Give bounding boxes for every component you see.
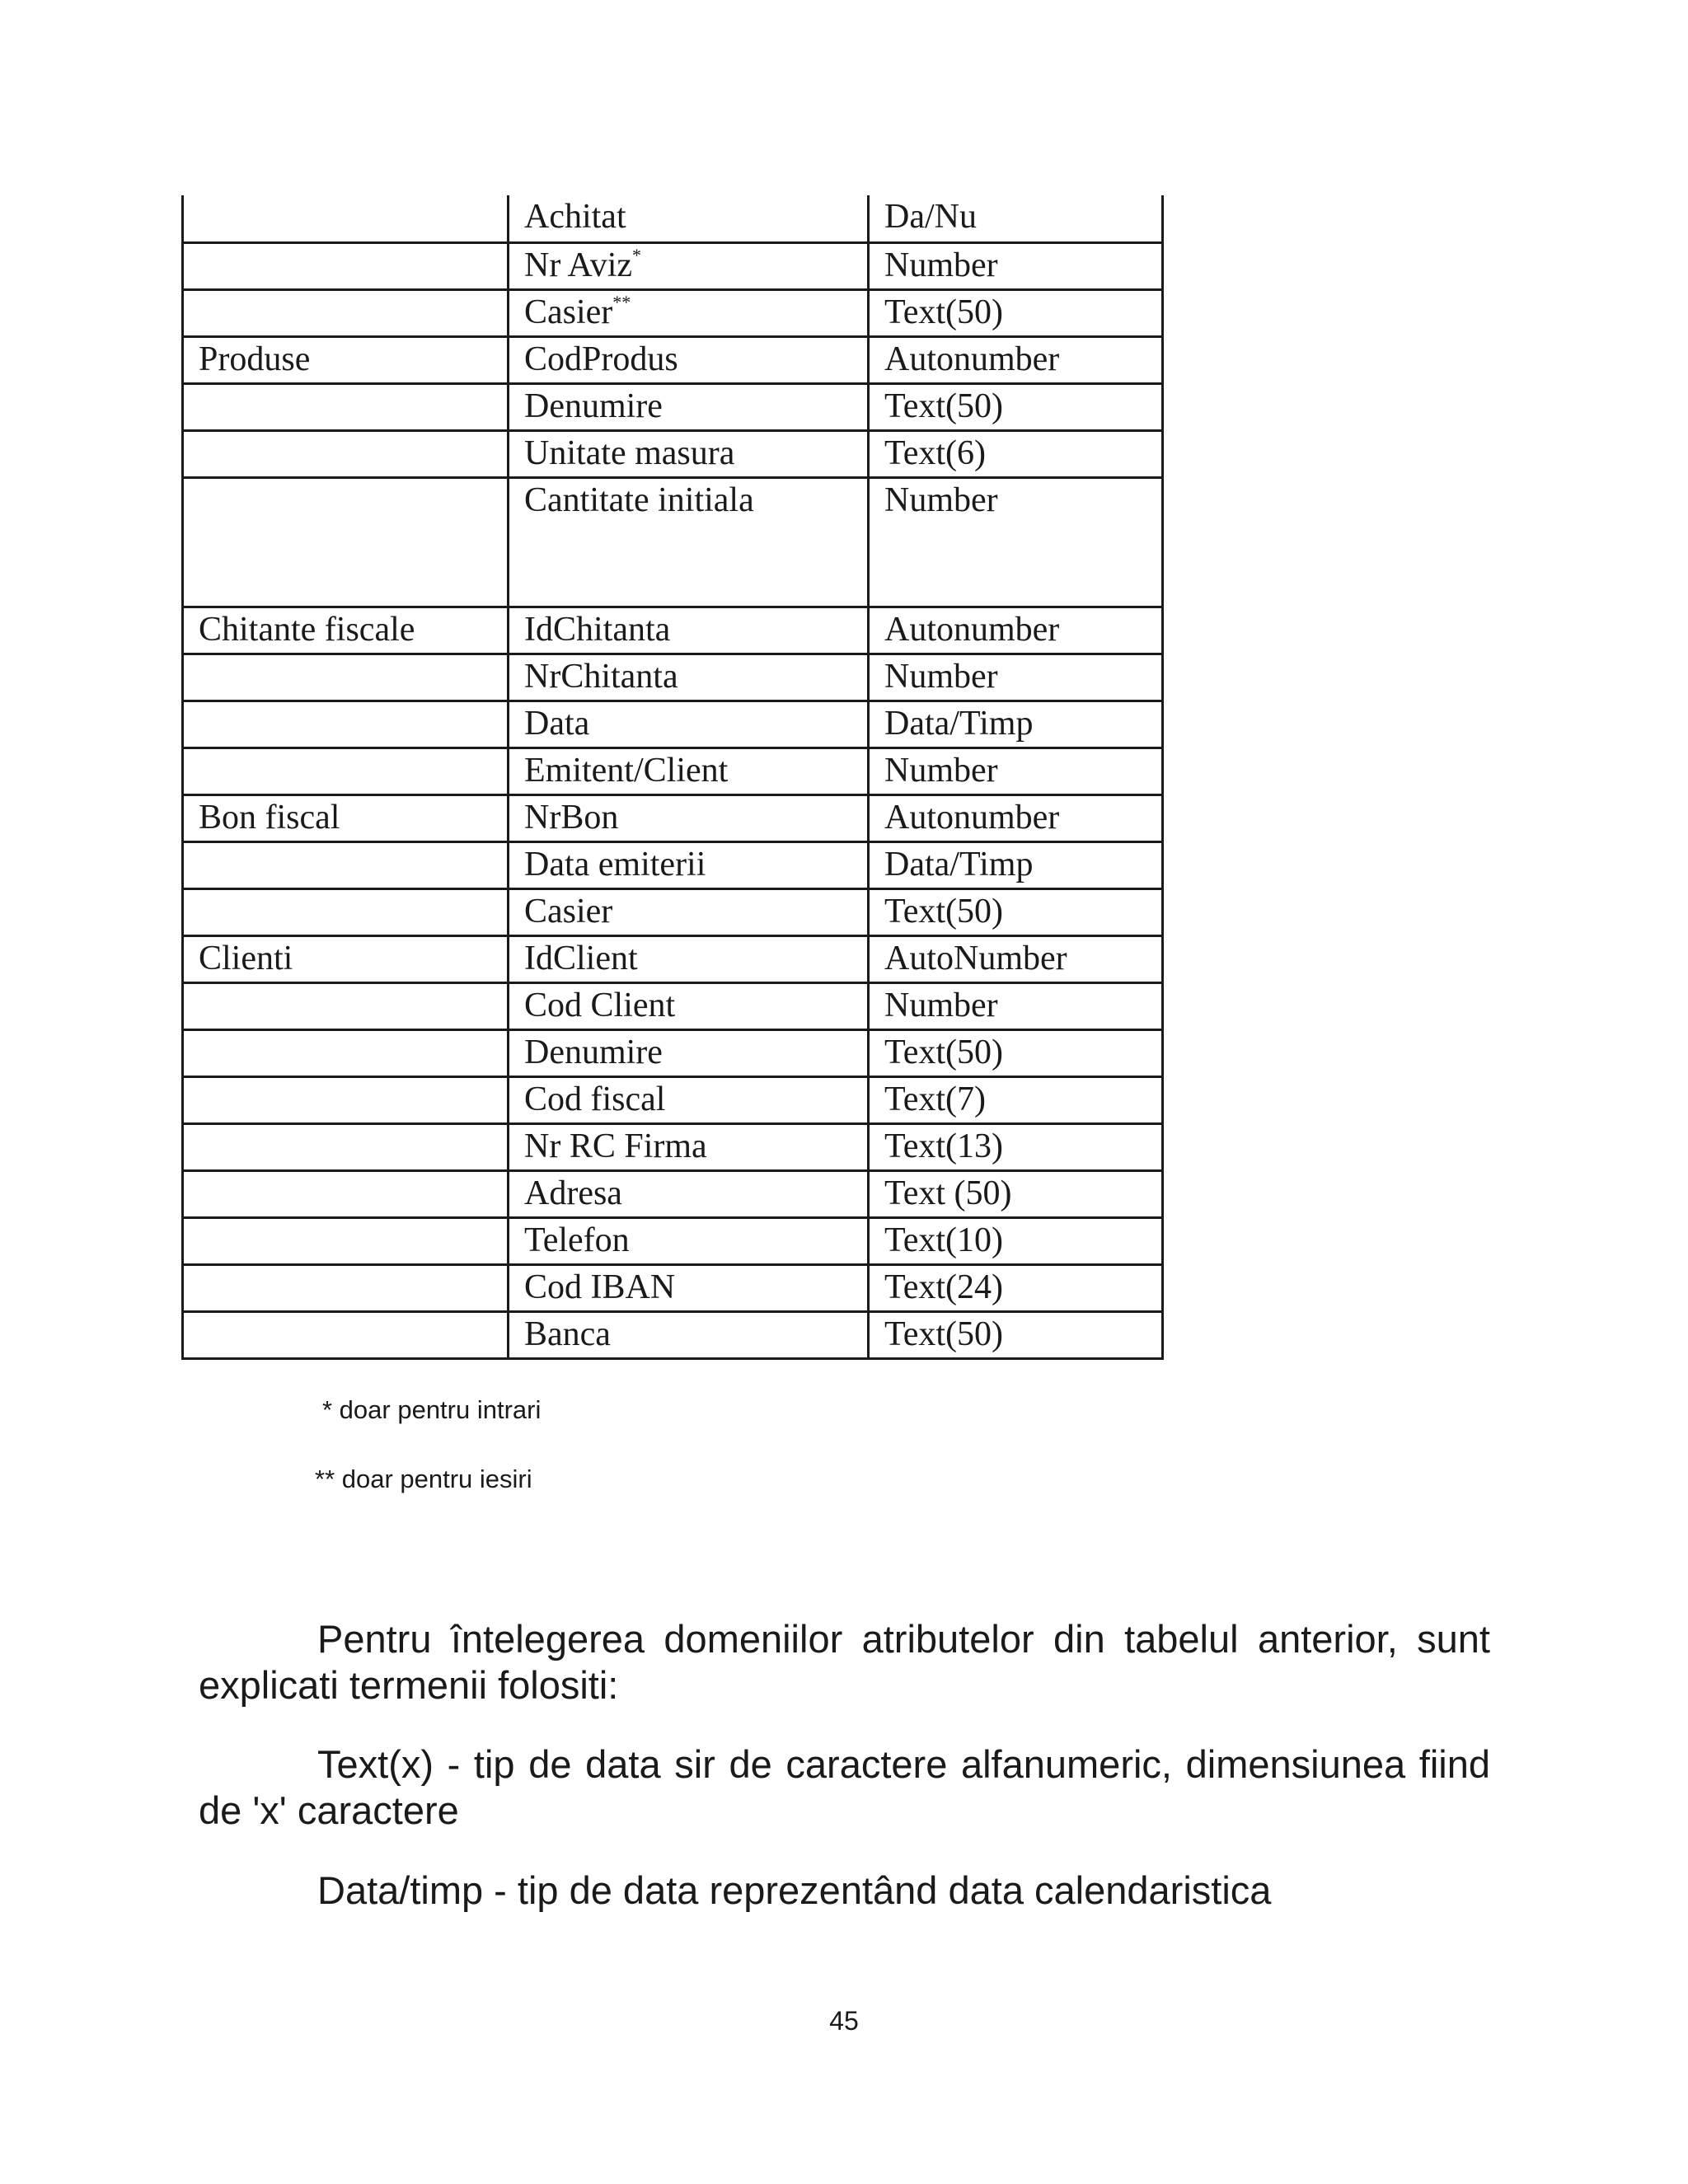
type-cell: Text(50) [869,888,1163,935]
type-cell: Da/Nu [869,195,1163,242]
entity-cell [183,430,509,477]
entity-cell [183,1029,509,1076]
table-row [183,654,1163,701]
attribute-name: Nr Aviz [524,246,633,284]
table-row [183,607,1163,654]
attribute-cell [509,935,869,982]
attribute-cell [509,336,869,383]
table-row [183,1217,1163,1264]
attribute-name: Cod fiscal [524,1080,666,1118]
datetime-type-paragraph: Data/timp - tip de data reprezentând data calendaristica [317,1868,1272,1912]
entity-cell [183,701,509,748]
entity-cell [183,383,509,430]
attribute-cell [509,1123,869,1170]
attribute-cell [509,242,869,289]
type-cell: Text (50) [869,1170,1163,1217]
page-number: 45 [829,2006,859,2036]
attribute-name: Cod IBAN [524,1268,676,1306]
table-row [183,701,1163,748]
attribute-cell [509,289,869,336]
attribute-name: Banca [524,1315,611,1353]
type-cell: AutoNumber [869,935,1163,982]
entity-cell [183,289,509,336]
table-row [183,289,1163,336]
attribute-cell [509,701,869,748]
type-cell: Text(7) [869,1076,1163,1123]
entity-cell [183,654,509,701]
type-cell: Autonumber [869,607,1163,654]
table-row [183,195,1163,242]
attribute-name: Nr RC Firma [524,1127,707,1165]
type-cell: Number [869,242,1163,289]
attribute-name: IdClient [524,939,638,977]
attribute-cell [509,383,869,430]
intro-paragraph: Pentru întelegerea domeniilor atributelor din tabelul anterior, sunt explicati termenii folositi: [199,1617,1490,1707]
attribute-cell [509,1029,869,1076]
type-cell: Text(24) [869,1264,1163,1311]
attribute-cell [509,841,869,888]
attribute-cell [509,748,869,794]
attribute-cell [509,654,869,701]
entity-cell [183,1311,509,1358]
entity-cell [183,242,509,289]
table-row [183,1264,1163,1311]
table-row [183,477,1163,607]
attribute-cell [509,1170,869,1217]
attribute-name: Denumire [524,1033,663,1071]
table-row [183,841,1163,888]
attribute-name: CodProdus [524,340,678,378]
type-cell: Text(10) [869,1217,1163,1264]
attribute-name: Denumire [524,387,663,425]
table-row [183,982,1163,1029]
entity-cell: Chitante fiscale [183,607,509,654]
entity-cell [183,1170,509,1217]
table-row [183,1123,1163,1170]
table-row [183,794,1163,841]
attribute-name: Casier [524,892,613,930]
table-row [183,748,1163,794]
table-row [183,242,1163,289]
attribute-cell [509,477,869,607]
attribute-name: Data emiterii [524,845,706,883]
table-row [183,888,1163,935]
type-cell: Text(50) [869,289,1163,336]
type-cell: Number [869,654,1163,701]
table-row [183,383,1163,430]
attribute-name: Telefon [524,1221,630,1259]
attribute-name: Data [524,704,590,743]
entity-cell [183,477,509,607]
table-row [183,1170,1163,1217]
attribute-cell [509,1311,869,1358]
text-type-paragraph: Text(x) - tip de data sir de caractere alfanumeric, dimensiunea fiind de 'x' caractere [199,1742,1490,1832]
attribute-cell [509,794,869,841]
entity-cell: Bon fiscal [183,794,509,841]
attribute-cell [509,982,869,1029]
entity-cell: Clienti [183,935,509,982]
entity-cell: Produse [183,336,509,383]
type-cell: Number [869,477,1163,607]
attribute-cell [509,607,869,654]
type-cell: Text(6) [869,430,1163,477]
attribute-name: NrBon [524,798,619,837]
entity-cell [183,1264,509,1311]
attribute-cell [509,195,869,242]
footnote-intrari: * doar pentru intrari [322,1395,542,1424]
type-cell: Text(50) [869,1311,1163,1358]
attribute-name: IdChitanta [524,610,671,649]
entity-cell [183,841,509,888]
type-cell: Text(13) [869,1123,1163,1170]
type-cell: Autonumber [869,336,1163,383]
attribute-cell [509,1264,869,1311]
attribute-name: Adresa [524,1174,622,1212]
attribute-name: Emitent/Client [524,751,729,790]
footnote-marker: ** [612,291,631,312]
attribute-name: Cantitate initiala [524,480,754,519]
entity-cell [183,1123,509,1170]
table-row [183,430,1163,477]
table-row [183,1029,1163,1076]
type-cell: Text(50) [869,1029,1163,1076]
attribute-name: Unitate masura [524,434,735,472]
type-cell: Data/Timp [869,701,1163,748]
entity-cell [183,1217,509,1264]
attribute-name: NrChitanta [524,657,678,696]
table-row [183,1076,1163,1123]
table-row [183,336,1163,383]
table-row [183,1311,1163,1358]
attribute-name: Casier [524,293,613,331]
entity-cell [183,1076,509,1123]
footnote-iesiri: ** doar pentru iesiri [315,1465,532,1493]
footnote-marker: * [632,244,642,265]
attribute-cell [509,1076,869,1123]
attribute-cell [509,430,869,477]
attribute-cell [509,888,869,935]
type-cell: Number [869,748,1163,794]
entity-cell [183,748,509,794]
attribute-name: Cod Client [524,986,676,1024]
type-cell: Data/Timp [869,841,1163,888]
type-cell: Number [869,982,1163,1029]
attribute-name: Achitat [524,198,626,236]
entity-cell [183,195,509,242]
type-cell: Text(50) [869,383,1163,430]
type-cell: Autonumber [869,794,1163,841]
attribute-cell [509,1217,869,1264]
table-row [183,935,1163,982]
entity-cell [183,982,509,1029]
attributes-table [181,195,1164,1360]
entity-cell [183,888,509,935]
